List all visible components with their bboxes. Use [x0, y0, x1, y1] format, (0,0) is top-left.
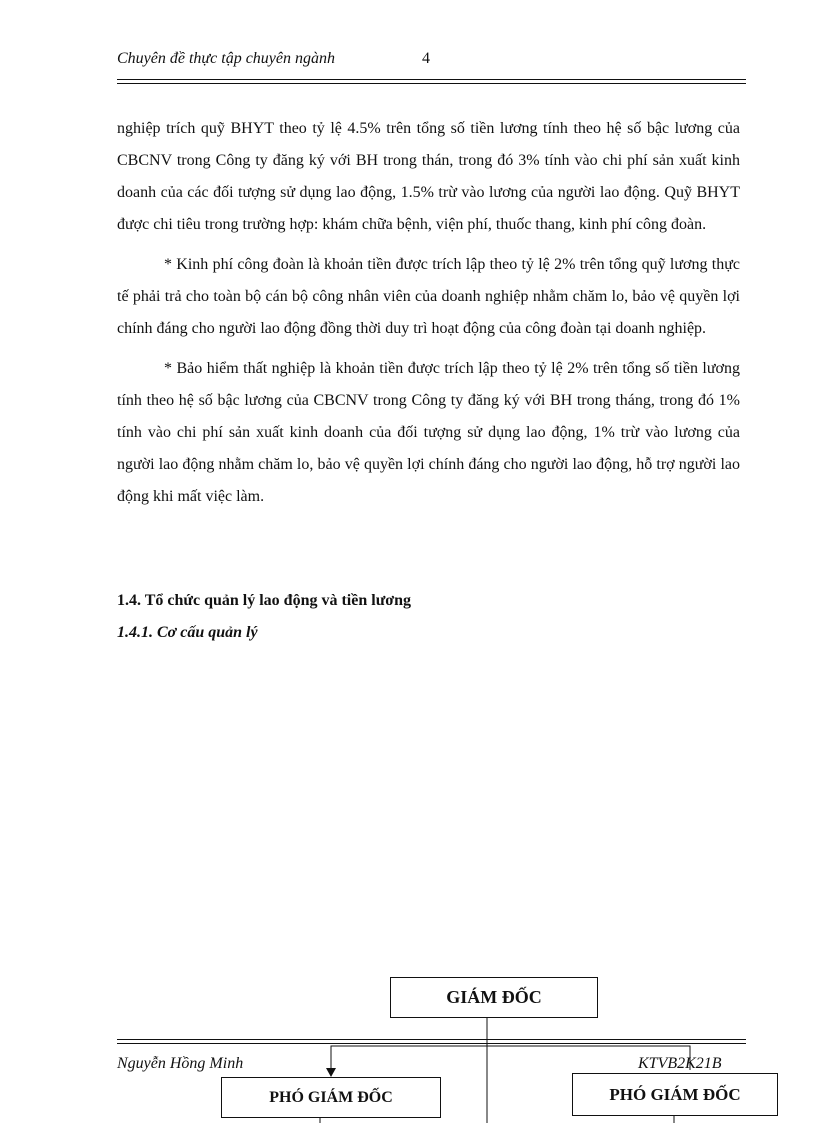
- footer-rule-top: [117, 1039, 746, 1040]
- footer-class-code: KTVB2K21B: [638, 1055, 722, 1072]
- paragraph-bao-hiem-that-nghiep: * Bảo hiểm thất nghiệp là khoản tiền được trích lập theo tỷ lệ 2% trên tổng số tiền lương tính theo hệ số bậc lương của CBCNV trong Công ty đăng ký với BH trong tháng, trong đó 1% tính vào chi phí sản xuất kinh doanh của đối tượng sử dụng lao động, 1% trừ vào lương của người lao động nhằm chăm lo, bảo vệ quyền lợi chính đáng cho người lao động, hỗ trợ người lao động khi mất việc làm.: [117, 360, 740, 505]
- page-number: 4: [422, 50, 430, 67]
- footer-author: Nguyễn Hồng Minh: [117, 1055, 244, 1072]
- deputy-director-right-box: PHÓ GIÁM ĐỐC: [572, 1073, 778, 1116]
- deputy-director-left-box: PHÓ GIÁM ĐỐC: [221, 1077, 441, 1118]
- connector-to-left-deputy: [331, 1046, 487, 1074]
- subsection-heading: 1.4.1. Cơ cấu quản lý: [117, 624, 258, 641]
- section-heading: 1.4. Tổ chức quản lý lao động và tiền lương: [117, 592, 412, 609]
- paragraph-kinh-phi-cong-doan: * Kinh phí công đoàn là khoản tiền được trích lập theo tỷ lệ 2% trên tổng quỹ lương thực tế phải trả cho toàn bộ cán bộ công nhân viên của doanh nghiệp nhằm chăm lo, bảo vệ quyền lợi chính đáng cho người lao động đồng thời duy trì hoạt động của công đoàn tại doanh nghiệp.: [117, 256, 740, 337]
- director-box: GIÁM ĐỐC: [390, 977, 598, 1018]
- paragraph-bhyt: nghiệp trích quỹ BHYT theo tỷ lệ 4.5% trên tổng số tiền lương tính theo hệ số bậc lương của CBCNV trong Công ty đăng ký với BH trong thán, trong đó 3% tính vào chi phí sản xuất kinh doanh của các đối tượng sử dụng lao động, 1.5% trừ vào lương của người lao động. Quỹ BHYT được chi tiêu trong trường hợp: khám chữa bệnh, viện phí, thuốc thang, kinh phí công đoàn.: [117, 120, 740, 233]
- header-title: Chuyên đề thực tập chuyên ngành: [117, 50, 335, 67]
- footer-rule-bottom: [117, 1043, 746, 1044]
- arrowhead-left: [326, 1068, 336, 1077]
